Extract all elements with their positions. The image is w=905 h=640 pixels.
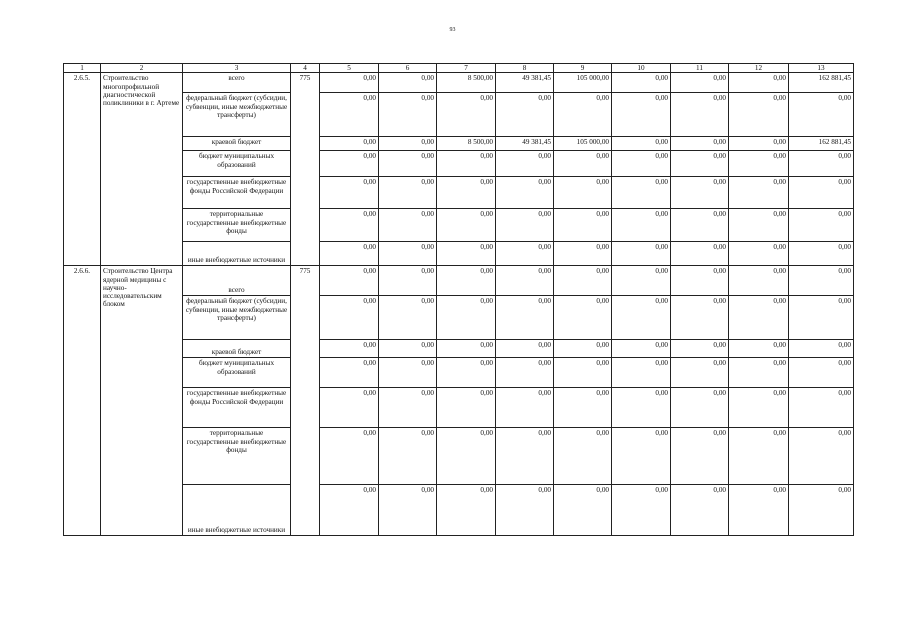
funding-source: территориальные государственные внебюджетные фонды xyxy=(183,209,291,242)
value-cell: 0,00 xyxy=(496,340,554,358)
value-cell: 0,00 xyxy=(729,242,789,266)
value-cell: 0,00 xyxy=(554,242,612,266)
column-header: 8 xyxy=(496,64,554,73)
table-row xyxy=(64,428,854,485)
item-code: 775 xyxy=(291,73,320,266)
column-header: 11 xyxy=(671,64,729,73)
funding-source: краевой бюджет xyxy=(183,137,291,151)
value-cell: 0,00 xyxy=(554,177,612,209)
funding-source: федеральный бюджет (субсидии, субвенции, иные межбюджетные трансферты) xyxy=(183,296,291,340)
funding-source: иные внебюджетные источники xyxy=(183,242,291,266)
value-cell: 0,00 xyxy=(437,151,496,177)
value-cell: 0,00 xyxy=(437,296,496,340)
value-cell: 0,00 xyxy=(437,485,496,536)
value-cell: 0,00 xyxy=(612,73,671,93)
value-cell: 0,00 xyxy=(671,485,729,536)
value-cell: 0,00 xyxy=(379,242,437,266)
value-cell: 0,00 xyxy=(554,209,612,242)
value-cell: 0,00 xyxy=(612,485,671,536)
column-header: 2 xyxy=(101,64,183,73)
value-cell: 0,00 xyxy=(612,242,671,266)
value-cell: 49 381,45 xyxy=(496,73,554,93)
table-row xyxy=(64,73,854,93)
column-header: 13 xyxy=(789,64,854,73)
value-cell: 0,00 xyxy=(379,388,437,428)
value-cell: 0,00 xyxy=(320,266,379,296)
value-cell: 0,00 xyxy=(437,388,496,428)
value-cell: 0,00 xyxy=(554,340,612,358)
value-cell: 0,00 xyxy=(729,296,789,340)
value-cell: 0,00 xyxy=(612,137,671,151)
value-cell: 0,00 xyxy=(379,296,437,340)
value-cell: 0,00 xyxy=(554,485,612,536)
funding-source: всего xyxy=(183,266,291,296)
value-cell: 0,00 xyxy=(612,209,671,242)
value-cell: 8 500,00 xyxy=(437,137,496,151)
value-cell: 0,00 xyxy=(789,209,854,242)
value-cell: 0,00 xyxy=(496,296,554,340)
value-cell: 0,00 xyxy=(671,151,729,177)
value-cell: 0,00 xyxy=(671,388,729,428)
value-cell: 0,00 xyxy=(612,340,671,358)
value-cell: 0,00 xyxy=(379,73,437,93)
value-cell: 0,00 xyxy=(320,388,379,428)
value-cell: 0,00 xyxy=(496,485,554,536)
column-header: 9 xyxy=(554,64,612,73)
value-cell: 0,00 xyxy=(789,428,854,485)
item-code: 775 xyxy=(291,266,320,536)
table-row xyxy=(64,266,854,296)
column-header: 7 xyxy=(437,64,496,73)
column-header: 10 xyxy=(612,64,671,73)
item-index: 2.6.6. xyxy=(64,266,101,536)
funding-source: государственные внебюджетные фонды Российской Федерации xyxy=(183,388,291,428)
funding-source: всего xyxy=(183,73,291,93)
value-cell: 0,00 xyxy=(554,296,612,340)
value-cell: 0,00 xyxy=(671,266,729,296)
value-cell: 0,00 xyxy=(437,177,496,209)
value-cell: 0,00 xyxy=(789,340,854,358)
value-cell: 0,00 xyxy=(729,177,789,209)
value-cell: 0,00 xyxy=(671,428,729,485)
table-row xyxy=(64,485,854,536)
table-row xyxy=(64,177,854,209)
page-number: 93 xyxy=(449,27,456,33)
table-row xyxy=(64,151,854,177)
value-cell: 0,00 xyxy=(320,428,379,485)
value-cell: 0,00 xyxy=(612,296,671,340)
value-cell: 0,00 xyxy=(789,242,854,266)
value-cell: 162 881,45 xyxy=(789,137,854,151)
value-cell: 0,00 xyxy=(496,209,554,242)
funding-source: федеральный бюджет (субсидии, субвенции, иные межбюджетные трансферты) xyxy=(183,93,291,137)
value-cell: 0,00 xyxy=(729,137,789,151)
table-row xyxy=(64,296,854,340)
value-cell: 0,00 xyxy=(789,266,854,296)
table-row xyxy=(64,93,854,137)
value-cell: 0,00 xyxy=(554,151,612,177)
funding-source: бюджет муниципальных образований xyxy=(183,151,291,177)
value-cell: 0,00 xyxy=(320,73,379,93)
value-cell: 0,00 xyxy=(437,266,496,296)
value-cell: 0,00 xyxy=(379,428,437,485)
value-cell: 0,00 xyxy=(496,358,554,388)
value-cell: 0,00 xyxy=(671,73,729,93)
value-cell: 0,00 xyxy=(612,358,671,388)
value-cell: 0,00 xyxy=(671,296,729,340)
funding-source: бюджет муниципальных образований xyxy=(183,358,291,388)
value-cell: 0,00 xyxy=(729,93,789,137)
table-row xyxy=(64,340,854,358)
value-cell: 0,00 xyxy=(320,296,379,340)
column-header: 5 xyxy=(320,64,379,73)
value-cell: 0,00 xyxy=(379,93,437,137)
value-cell: 0,00 xyxy=(320,137,379,151)
item-name: Строительство Центра ядерной медицины с научно-исследовательским блоком xyxy=(101,266,183,536)
value-cell: 0,00 xyxy=(320,151,379,177)
value-cell: 8 500,00 xyxy=(437,73,496,93)
table-row xyxy=(64,242,854,266)
column-header: 1 xyxy=(64,64,101,73)
value-cell: 0,00 xyxy=(437,242,496,266)
value-cell: 0,00 xyxy=(671,137,729,151)
value-cell: 0,00 xyxy=(320,209,379,242)
header-row xyxy=(64,64,854,73)
table-row xyxy=(64,209,854,242)
value-cell: 0,00 xyxy=(612,151,671,177)
value-cell: 0,00 xyxy=(729,266,789,296)
funding-source: иные внебюджетные источники xyxy=(183,485,291,536)
value-cell: 0,00 xyxy=(437,340,496,358)
value-cell: 0,00 xyxy=(612,388,671,428)
value-cell: 0,00 xyxy=(789,177,854,209)
value-cell: 0,00 xyxy=(729,340,789,358)
value-cell: 0,00 xyxy=(729,485,789,536)
value-cell: 0,00 xyxy=(671,340,729,358)
value-cell: 0,00 xyxy=(320,177,379,209)
value-cell: 0,00 xyxy=(320,242,379,266)
value-cell: 0,00 xyxy=(379,177,437,209)
value-cell: 0,00 xyxy=(496,266,554,296)
value-cell: 0,00 xyxy=(320,340,379,358)
value-cell: 0,00 xyxy=(789,93,854,137)
value-cell: 0,00 xyxy=(379,151,437,177)
table-row xyxy=(64,358,854,388)
column-header: 4 xyxy=(291,64,320,73)
value-cell: 0,00 xyxy=(496,93,554,137)
value-cell: 0,00 xyxy=(671,93,729,137)
value-cell: 0,00 xyxy=(554,428,612,485)
value-cell: 0,00 xyxy=(320,485,379,536)
value-cell: 0,00 xyxy=(789,296,854,340)
value-cell: 0,00 xyxy=(612,428,671,485)
value-cell: 0,00 xyxy=(789,358,854,388)
value-cell: 0,00 xyxy=(496,151,554,177)
value-cell: 0,00 xyxy=(379,358,437,388)
value-cell: 0,00 xyxy=(612,93,671,137)
value-cell: 0,00 xyxy=(320,93,379,137)
column-header: 12 xyxy=(729,64,789,73)
value-cell: 0,00 xyxy=(729,151,789,177)
value-cell: 0,00 xyxy=(437,209,496,242)
value-cell: 0,00 xyxy=(729,73,789,93)
value-cell: 0,00 xyxy=(671,177,729,209)
value-cell: 0,00 xyxy=(729,428,789,485)
value-cell: 0,00 xyxy=(496,177,554,209)
table-row xyxy=(64,388,854,428)
funding-source: территориальные государственные внебюджетные фонды xyxy=(183,428,291,485)
value-cell: 0,00 xyxy=(612,177,671,209)
value-cell: 0,00 xyxy=(729,388,789,428)
value-cell: 0,00 xyxy=(729,358,789,388)
funding-source: государственные внебюджетные фонды Российской Федерации xyxy=(183,177,291,209)
value-cell: 0,00 xyxy=(789,151,854,177)
value-cell: 0,00 xyxy=(379,340,437,358)
value-cell: 0,00 xyxy=(379,137,437,151)
column-header: 3 xyxy=(183,64,291,73)
value-cell: 0,00 xyxy=(437,428,496,485)
column-header: 6 xyxy=(379,64,437,73)
value-cell: 0,00 xyxy=(554,388,612,428)
table-body xyxy=(64,64,854,536)
value-cell: 162 881,45 xyxy=(789,73,854,93)
value-cell: 105 000,00 xyxy=(554,73,612,93)
value-cell: 105 000,00 xyxy=(554,137,612,151)
item-index: 2.6.5. xyxy=(64,73,101,266)
value-cell: 0,00 xyxy=(671,209,729,242)
value-cell: 0,00 xyxy=(437,358,496,388)
value-cell: 0,00 xyxy=(379,209,437,242)
value-cell: 0,00 xyxy=(671,358,729,388)
value-cell: 0,00 xyxy=(496,388,554,428)
value-cell: 0,00 xyxy=(496,428,554,485)
value-cell: 0,00 xyxy=(379,266,437,296)
table-row xyxy=(64,137,854,151)
value-cell: 0,00 xyxy=(320,358,379,388)
value-cell: 0,00 xyxy=(612,266,671,296)
value-cell: 0,00 xyxy=(379,485,437,536)
value-cell: 0,00 xyxy=(554,266,612,296)
value-cell: 0,00 xyxy=(729,209,789,242)
value-cell: 49 381,45 xyxy=(496,137,554,151)
item-name: Строительство многопрофильной диагностической поликлиники в г. Артеме xyxy=(101,73,183,266)
value-cell: 0,00 xyxy=(496,242,554,266)
value-cell: 0,00 xyxy=(789,388,854,428)
funding-source: краевой бюджет xyxy=(183,340,291,358)
value-cell: 0,00 xyxy=(671,242,729,266)
value-cell: 0,00 xyxy=(554,93,612,137)
value-cell: 0,00 xyxy=(554,358,612,388)
budget-table xyxy=(63,63,854,536)
value-cell: 0,00 xyxy=(789,485,854,536)
value-cell: 0,00 xyxy=(437,93,496,137)
